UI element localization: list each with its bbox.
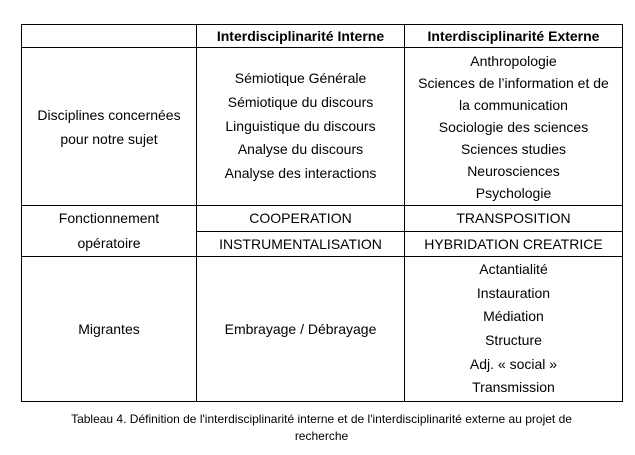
fonctionnement-interne-1: COOPERATION (197, 206, 405, 232)
header-interne: Interdisciplinarité Interne (197, 25, 405, 48)
fonctionnement-label-cell (22, 206, 197, 257)
migrante-item: Actantialité (479, 260, 548, 277)
externe-discipline-item: Anthropologie (470, 52, 557, 69)
interne-discipline-item: Analyse du discours (237, 141, 364, 158)
migrante-item: Adj. « social » (469, 355, 558, 372)
caption-line: recherche (294, 429, 349, 443)
migrante-item: Instauration (476, 284, 551, 301)
externe-discipline-item: la communication (459, 96, 568, 113)
interdisciplinarity-table (21, 24, 623, 402)
header-blank-cell (22, 25, 197, 48)
disciplines-label-line: Disciplines concernées (37, 106, 181, 123)
externe-discipline-item: Sociologie des sciences (438, 118, 589, 135)
disciplines-interne-cell (197, 48, 405, 206)
migrante-item: Transmission (472, 379, 555, 396)
fonctionnement-label-line: opératoire (77, 235, 141, 251)
externe-discipline-item: Psychologie (475, 184, 552, 201)
fonctionnement-externe-1: TRANSPOSITION (405, 206, 623, 232)
disciplines-externe-cell (405, 48, 623, 206)
table-row-fonctionnement-1 (22, 206, 623, 232)
migrantes-externe-cell (405, 257, 623, 402)
interne-discipline-item: Analyse des interactions (224, 165, 377, 182)
table-header-row (22, 25, 623, 48)
disciplines-label-line: pour notre sujet (60, 130, 158, 147)
table-row-disciplines (22, 48, 623, 206)
fonctionnement-label-line: Fonctionnement (58, 210, 160, 226)
externe-discipline-item: Neurosciences (467, 162, 560, 179)
migrantes-interne-cell: Embrayage / Débrayage (197, 257, 405, 402)
fonctionnement-interne-2: INSTRUMENTALISATION (197, 231, 405, 257)
fonctionnement-externe-2: HYBRIDATION CREATRICE (405, 231, 623, 257)
migrante-item: Médiation (483, 308, 544, 325)
interne-discipline-item: Sémiotique Générale (234, 70, 367, 87)
table-caption (21, 411, 622, 445)
externe-discipline-item: Sciences de l’information et de (418, 74, 609, 91)
header-externe: Interdisciplinarité Externe (405, 25, 623, 48)
externe-discipline-item: Sciences studies (460, 140, 567, 157)
migrante-item: Structure (485, 332, 542, 348)
caption-line: Tableau 4. Définition de l'interdisciplinarité interne et de l'interdisciplinarité externe au projet de (71, 412, 572, 426)
interne-discipline-item: Linguistique du discours (225, 117, 376, 134)
interne-discipline-item: Sémiotique du discours (227, 93, 374, 110)
definition-table-container (21, 24, 622, 402)
disciplines-label-cell (22, 48, 197, 206)
migrantes-label-cell: Migrantes (22, 257, 197, 402)
table-row-migrantes (22, 257, 623, 402)
